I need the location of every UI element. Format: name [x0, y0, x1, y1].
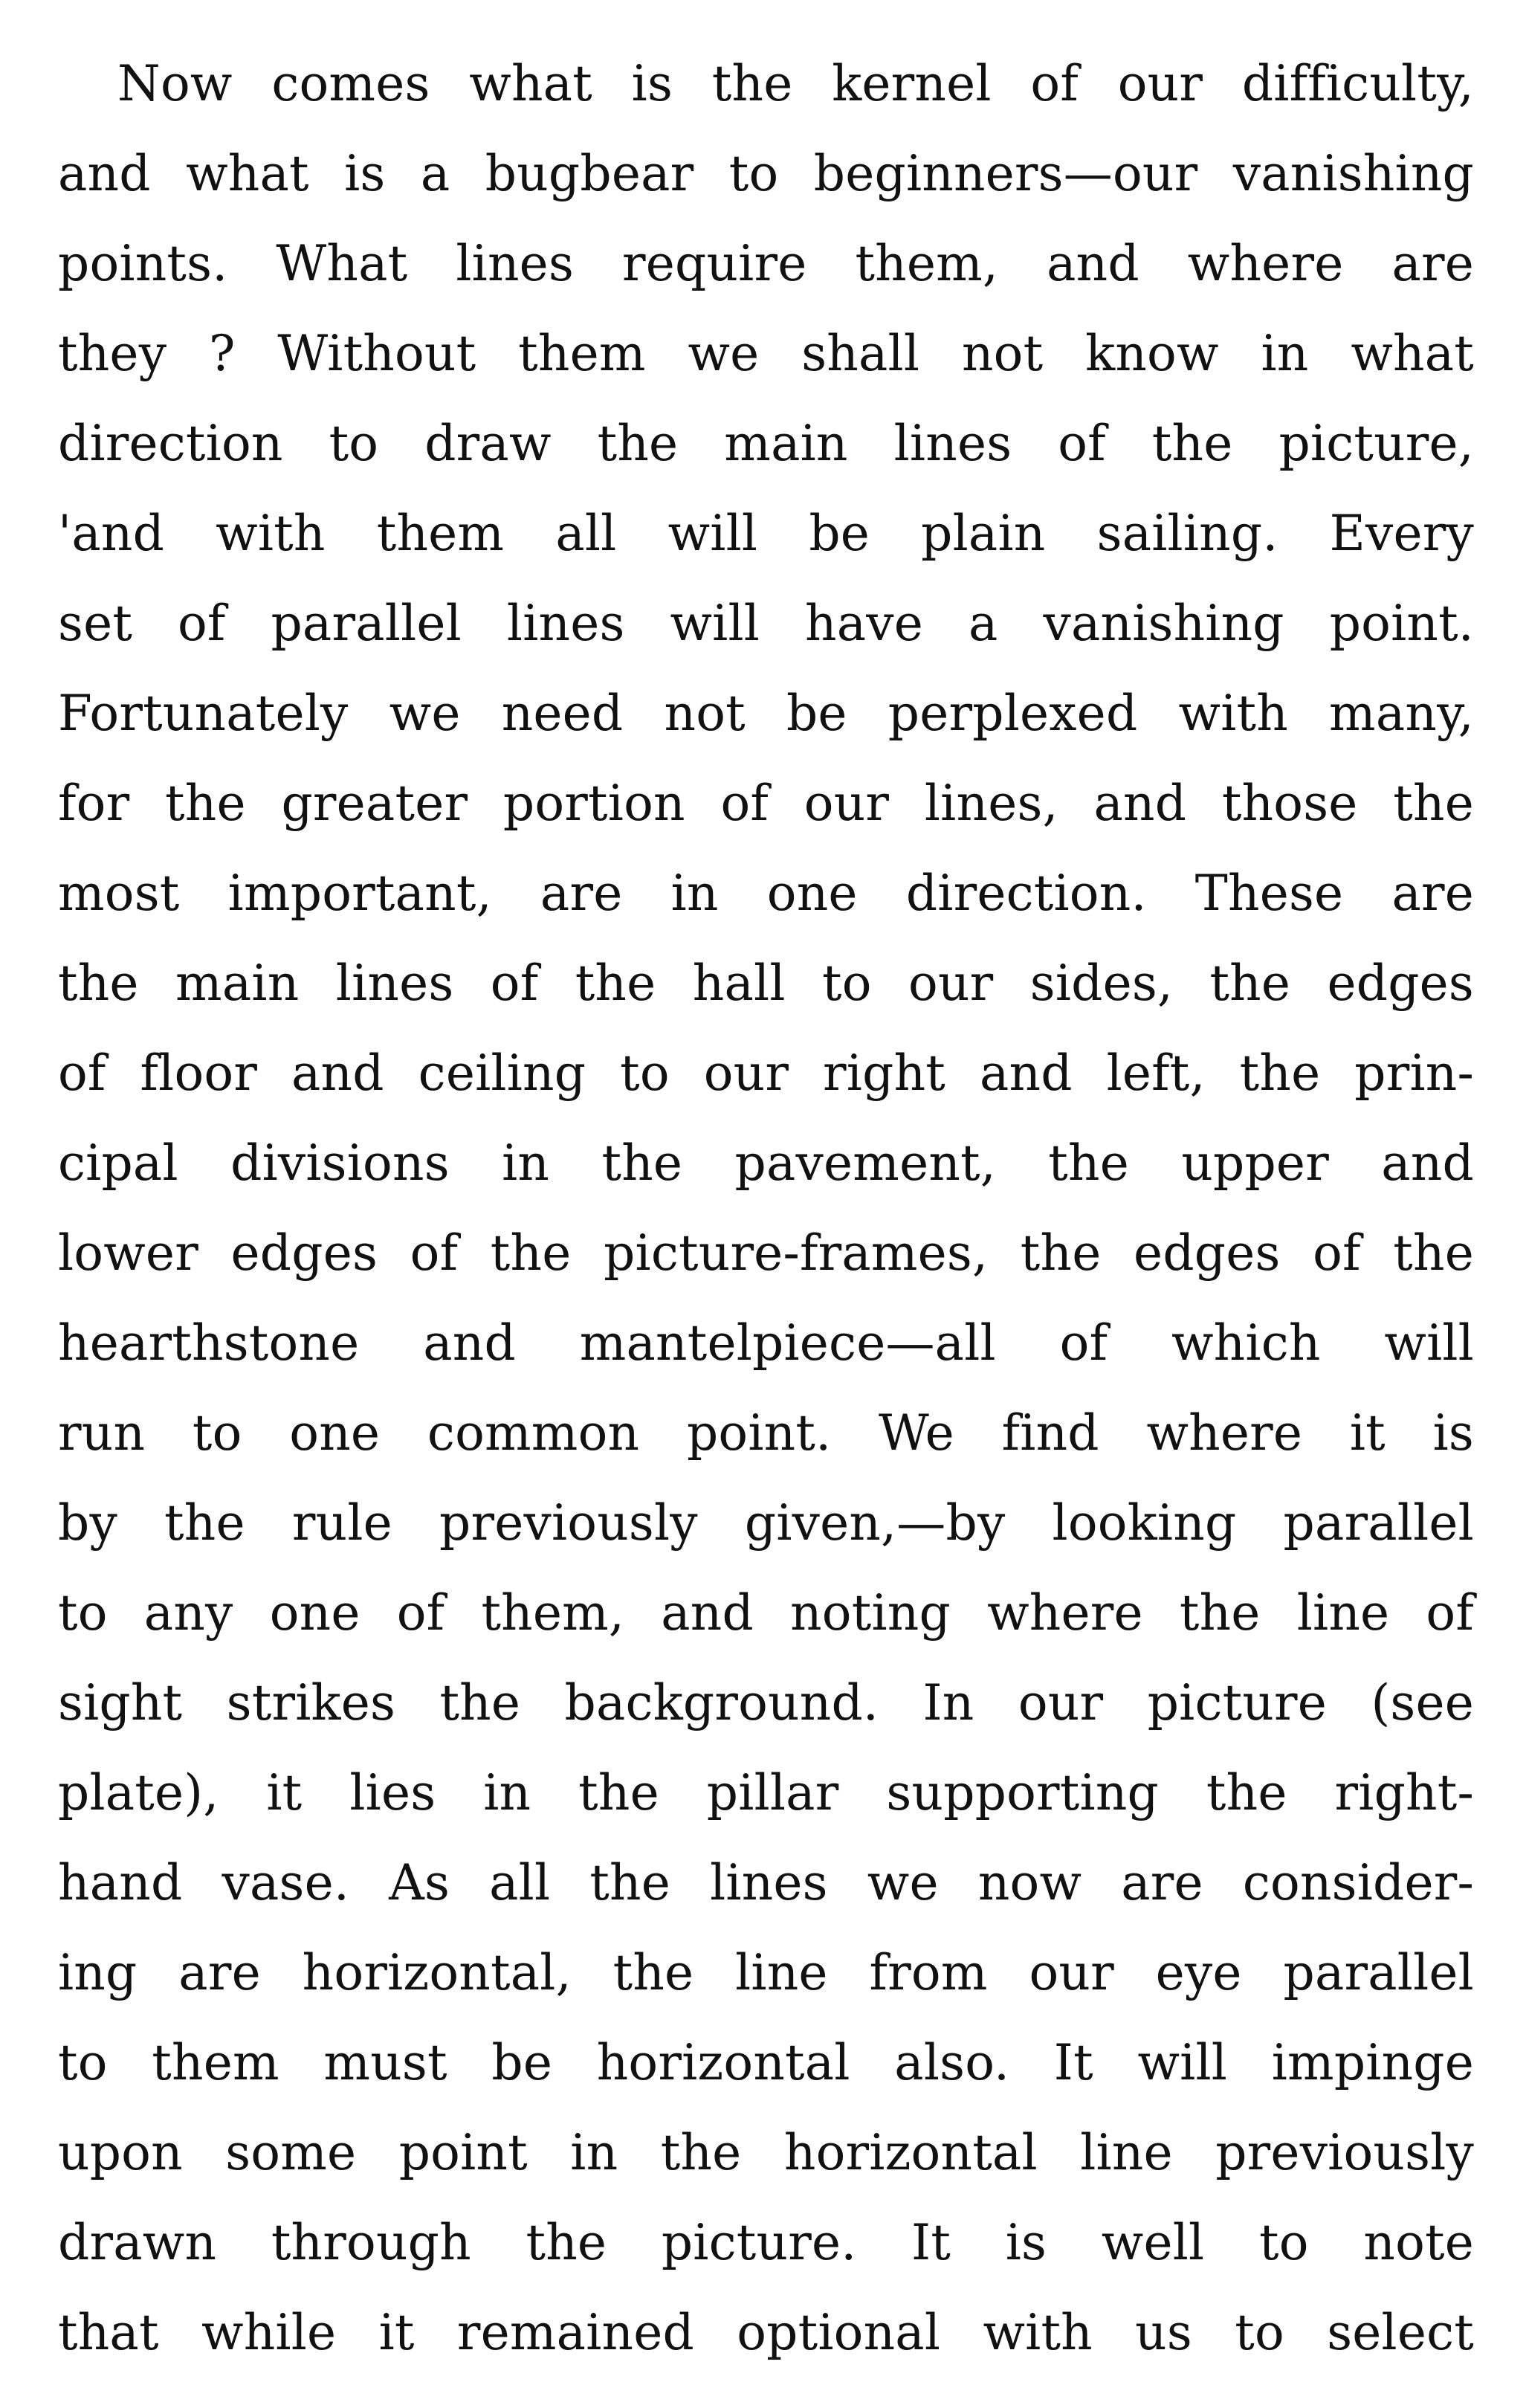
- text-line: by the rule previously given,—by looking parallel: [58, 1494, 1474, 1552]
- text-line: and what is a bugbear to beginners—our vanishing: [58, 145, 1474, 202]
- text-line: they ? Without them we shall not know in what: [58, 325, 1474, 382]
- text-line: points. What lines require them, and where are: [58, 235, 1474, 292]
- text-line: 'and with them all will be plain sailing. Every: [58, 505, 1474, 562]
- text-line: drawn through the picture. It is well to note: [58, 2214, 1474, 2271]
- text-line: ing are horizontal, the line from our eye parallel: [58, 1944, 1474, 2001]
- text-line: set of parallel lines will have a vanishing point.: [58, 595, 1474, 652]
- text-line: cipal divisions in the pavement, the upper and: [58, 1134, 1474, 1192]
- text-line: of floor and ceiling to our right and left, the prin-: [58, 1045, 1474, 1102]
- text-line: lower edges of the picture-frames, the edges of the: [58, 1224, 1474, 1282]
- text-line: sight strikes the background. In our picture (see: [58, 1674, 1474, 1731]
- text-line: upon some point in the horizontal line previously: [58, 2124, 1474, 2181]
- text-line: hand vase. As all the lines we now are consider-: [58, 1854, 1474, 1911]
- text-line: that while it remained optional with us to select: [58, 2304, 1474, 2361]
- text-line: most important, are in one direction. These are: [58, 865, 1474, 922]
- text-line: the main lines of the hall to our sides, the edges: [58, 955, 1474, 1012]
- text-line: plate), it lies in the pillar supporting the right-: [58, 1764, 1474, 1821]
- text-line: Fortunately we need not be perplexed with many,: [58, 685, 1474, 742]
- text-line: run to one common point. We find where it is: [58, 1404, 1474, 1462]
- text-line: Now comes what is the kernel of our difficulty,: [117, 55, 1474, 112]
- text-line: to any one of them, and noting where the line of: [58, 1584, 1474, 1642]
- text-line: direction to draw the main lines of the picture,: [58, 415, 1474, 472]
- text-line: for the greater portion of our lines, and those the: [58, 775, 1474, 832]
- text-line: to them must be horizontal also. It will impinge: [58, 2034, 1474, 2091]
- body-paragraph: [58, 39, 1474, 2378]
- text-line: hearthstone and mantelpiece—all of which will: [58, 1314, 1474, 1372]
